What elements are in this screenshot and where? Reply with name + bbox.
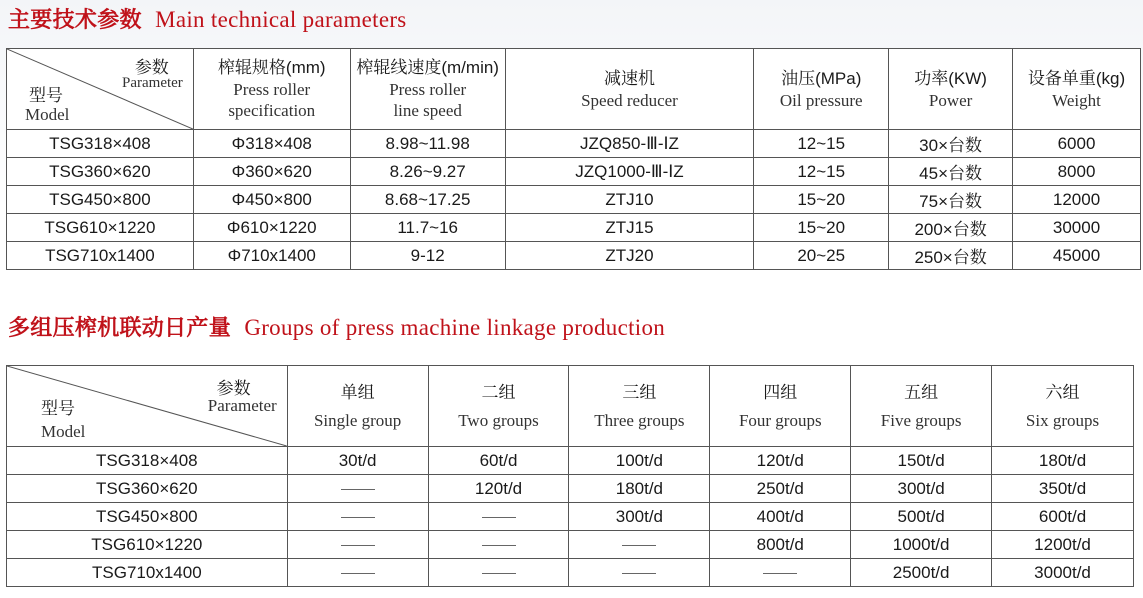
table-cell: 8.98~11.98 bbox=[350, 130, 505, 158]
corner-header-cell bbox=[7, 366, 288, 447]
table-cell: 75×台数 bbox=[889, 186, 1013, 214]
table-cell bbox=[287, 531, 428, 559]
section-title-cn: 多组压榨机联动日产量 bbox=[8, 315, 232, 341]
table-cell bbox=[569, 559, 710, 587]
table-cell: 100t/d bbox=[569, 447, 710, 475]
table-cell: 350t/d bbox=[992, 475, 1134, 503]
header-cn: 单组 bbox=[340, 382, 375, 402]
corner-param-en: Parameter bbox=[207, 396, 277, 415]
table-row bbox=[7, 130, 1141, 158]
table-row bbox=[7, 158, 1141, 186]
header-cn: 功率(KW) bbox=[914, 68, 987, 88]
header-cell bbox=[992, 366, 1134, 447]
table-cell: 11.7~16 bbox=[350, 214, 505, 242]
table-cell: 180t/d bbox=[992, 447, 1134, 475]
header-cn: 设备单重(kg) bbox=[1027, 68, 1126, 88]
model-cell: TSG360×620 bbox=[7, 475, 288, 503]
header-cn: 三组 bbox=[622, 382, 657, 402]
table-cell: 6000 bbox=[1013, 130, 1141, 158]
table-cell: 2500t/d bbox=[851, 559, 992, 587]
table-cell: 20~25 bbox=[754, 242, 889, 270]
table-row bbox=[7, 475, 1134, 503]
table-cell bbox=[428, 559, 569, 587]
table-cell: Φ318×408 bbox=[193, 130, 350, 158]
header-en: Six groups bbox=[1025, 410, 1100, 430]
corner-model-cn: 型号 bbox=[29, 86, 63, 105]
empty-dash bbox=[341, 517, 375, 518]
header-cn: 四组 bbox=[763, 382, 798, 402]
model-cell: TSG318×408 bbox=[7, 447, 288, 475]
table-row bbox=[7, 531, 1134, 559]
table-cell: 250t/d bbox=[710, 475, 851, 503]
empty-dash bbox=[482, 573, 516, 574]
corner-model-en: Model bbox=[41, 422, 86, 441]
table-cell bbox=[287, 475, 428, 503]
model-cell: TSG610×1220 bbox=[7, 531, 288, 559]
section-title-main-params bbox=[8, 3, 407, 34]
header-cell bbox=[889, 49, 1013, 130]
table-cell: 300t/d bbox=[851, 475, 992, 503]
header-cell bbox=[287, 366, 428, 447]
header-cell bbox=[754, 49, 889, 130]
table-row bbox=[7, 186, 1141, 214]
table-cell: 9-12 bbox=[350, 242, 505, 270]
table-cell bbox=[569, 531, 710, 559]
empty-dash bbox=[341, 489, 375, 490]
table-cell: 15~20 bbox=[754, 186, 889, 214]
table-cell: ZTJ20 bbox=[505, 242, 754, 270]
table-cell: 250×台数 bbox=[889, 242, 1013, 270]
table-header-row bbox=[7, 49, 1141, 130]
table-cell: 8.68~17.25 bbox=[350, 186, 505, 214]
header-en: Two groups bbox=[458, 410, 539, 430]
header-cn: 五组 bbox=[904, 382, 939, 402]
section-title-linkage bbox=[8, 311, 665, 342]
corner-model-cn: 型号 bbox=[41, 399, 75, 418]
table-cell: Φ450×800 bbox=[193, 186, 350, 214]
corner-param-cn: 参数 bbox=[216, 379, 251, 398]
empty-dash bbox=[341, 545, 375, 546]
table-cell: 800t/d bbox=[710, 531, 851, 559]
empty-dash bbox=[622, 573, 656, 574]
table-cell: 3000t/d bbox=[992, 559, 1134, 587]
empty-dash bbox=[763, 573, 797, 574]
table-row bbox=[7, 214, 1141, 242]
section-title-en: Main technical parameters bbox=[155, 7, 407, 32]
table-cell: 400t/d bbox=[710, 503, 851, 531]
table-cell: 12~15 bbox=[754, 130, 889, 158]
header-cell bbox=[428, 366, 569, 447]
table-cell bbox=[428, 531, 569, 559]
header-cell bbox=[569, 366, 710, 447]
table-cell bbox=[287, 559, 428, 587]
section-title-cn: 主要技术参数 bbox=[8, 7, 142, 33]
model-cell: TSG710x1400 bbox=[7, 242, 194, 270]
header-cn: 六组 bbox=[1045, 382, 1080, 402]
empty-dash bbox=[482, 517, 516, 518]
header-cell bbox=[1013, 49, 1141, 130]
empty-dash bbox=[482, 545, 516, 546]
header-en: Weight bbox=[1052, 90, 1101, 110]
header-en: Speed reducer bbox=[581, 90, 678, 110]
table-cell: 1000t/d bbox=[851, 531, 992, 559]
table-cell: 30×台数 bbox=[889, 130, 1013, 158]
table-row bbox=[7, 447, 1134, 475]
table-cell: 30t/d bbox=[287, 447, 428, 475]
header-en: Four groups bbox=[738, 410, 822, 430]
table-cell: 45×台数 bbox=[889, 158, 1013, 186]
table-cell: ZTJ10 bbox=[505, 186, 754, 214]
table-row bbox=[7, 559, 1134, 587]
header-en: line speed bbox=[393, 101, 462, 120]
header-en: Press roller bbox=[233, 80, 311, 99]
table-cell: 8.26~9.27 bbox=[350, 158, 505, 186]
header-cn: 二组 bbox=[481, 382, 516, 402]
model-cell: TSG450×800 bbox=[7, 503, 288, 531]
table-cell: 120t/d bbox=[710, 447, 851, 475]
model-cell: TSG450×800 bbox=[7, 186, 194, 214]
table-cell: JZQ850-Ⅲ-ⅠZ bbox=[505, 130, 754, 158]
header-cell bbox=[350, 49, 505, 130]
header-en: specification bbox=[228, 101, 316, 120]
header-cell bbox=[193, 49, 350, 130]
table-row bbox=[7, 242, 1141, 270]
empty-dash bbox=[622, 545, 656, 546]
table-cell bbox=[428, 503, 569, 531]
header-en: Five groups bbox=[880, 410, 962, 430]
table-cell: 12000 bbox=[1013, 186, 1141, 214]
corner-model-en: Model bbox=[25, 105, 70, 124]
header-en: Single group bbox=[313, 410, 402, 430]
table-cell bbox=[710, 559, 851, 587]
table-cell: Φ610×1220 bbox=[193, 214, 350, 242]
model-cell: TSG710x1400 bbox=[7, 559, 288, 587]
header-cell bbox=[710, 366, 851, 447]
empty-dash bbox=[341, 573, 375, 574]
header-en: Three groups bbox=[594, 410, 685, 430]
table-cell: 600t/d bbox=[992, 503, 1134, 531]
header-cn: 油压(MPa) bbox=[781, 68, 862, 88]
table-cell: 45000 bbox=[1013, 242, 1141, 270]
table-cell: 180t/d bbox=[569, 475, 710, 503]
table-cell: 8000 bbox=[1013, 158, 1141, 186]
header-en: Press roller bbox=[389, 80, 467, 99]
model-cell: TSG318×408 bbox=[7, 130, 194, 158]
table-cell bbox=[287, 503, 428, 531]
table-cell: 200×台数 bbox=[889, 214, 1013, 242]
header-cn: 榨辊线速度(m/min) bbox=[356, 58, 499, 77]
corner-param-en: Parameter bbox=[122, 75, 183, 91]
table-cell: ZTJ15 bbox=[505, 214, 754, 242]
model-cell: TSG610×1220 bbox=[7, 214, 194, 242]
table-cell: 1200t/d bbox=[992, 531, 1134, 559]
table-cell: 60t/d bbox=[428, 447, 569, 475]
section-title-en: Groups of press machine linkage production bbox=[244, 315, 666, 340]
table-cell: 300t/d bbox=[569, 503, 710, 531]
table-cell: JZQ1000-Ⅲ-ⅠZ bbox=[505, 158, 754, 186]
header-en: Oil pressure bbox=[779, 90, 863, 110]
table-cell: 120t/d bbox=[428, 475, 569, 503]
table-cell: 12~15 bbox=[754, 158, 889, 186]
header-cell bbox=[851, 366, 992, 447]
header-cell bbox=[505, 49, 754, 130]
model-cell: TSG360×620 bbox=[7, 158, 194, 186]
table-cell: Φ360×620 bbox=[193, 158, 350, 186]
table-cell: 30000 bbox=[1013, 214, 1141, 242]
header-cn: 减速机 bbox=[603, 68, 655, 88]
table-row bbox=[7, 503, 1134, 531]
corner-header-cell bbox=[7, 49, 194, 130]
linkage-production-table bbox=[6, 365, 1134, 587]
table-cell: 150t/d bbox=[851, 447, 992, 475]
table-header-row bbox=[7, 366, 1134, 447]
table-cell: Φ710x1400 bbox=[193, 242, 350, 270]
header-en: Power bbox=[928, 90, 973, 110]
corner-param-cn: 参数 bbox=[134, 58, 169, 77]
table-cell: 500t/d bbox=[851, 503, 992, 531]
main-params-table bbox=[6, 48, 1141, 270]
table-cell: 15~20 bbox=[754, 214, 889, 242]
header-cn: 榨辊规格(mm) bbox=[217, 58, 326, 77]
